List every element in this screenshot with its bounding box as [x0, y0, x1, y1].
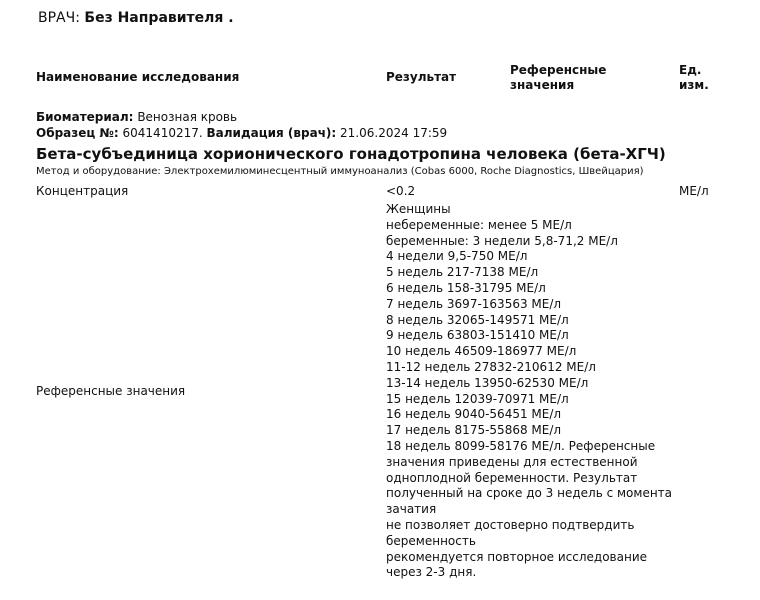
reference-line: Женщины — [386, 202, 451, 216]
reference-line: 15 недель 12039-70971 МЕ/л — [386, 391, 569, 406]
reference-line: 5 недель 217-7138 МЕ/л — [386, 265, 539, 280]
reference-line: 7 недель 3697-163563 МЕ/л — [386, 296, 562, 311]
reference-line: 18 недель 8099-58176 МЕ/л. Референсные — [386, 438, 656, 453]
column-header-name: Наименование исследования — [36, 70, 240, 84]
test-method: Метод и оборудование: Электрохемилюминесцентный иммуноанализ (Cobas 6000, Roche Diagnostics, Швейцария) — [36, 166, 644, 177]
doctor-line — [38, 10, 234, 26]
doctor-name: Без Направителя . — [84, 10, 234, 26]
validation-value: 21.06.2024 17:59 — [340, 126, 448, 140]
doctor-label: ВРАЧ: — [38, 10, 80, 26]
concentration-value: <0.2 — [386, 184, 416, 198]
reference-line: рекомендуется повторное исследование — [386, 549, 648, 564]
reference-line: беременность — [386, 533, 476, 548]
reference-line: 10 недель 46509-186977 МЕ/л — [386, 344, 577, 359]
reference-line: одноплодной беременности. Результат — [386, 470, 638, 485]
column-header-reference-line1: Референсные — [510, 63, 607, 77]
column-header-unit — [679, 63, 709, 93]
biomaterial-value: Венозная кровь — [137, 110, 238, 124]
reference-line: полученный на сроке до 3 недель с момента — [386, 486, 673, 501]
column-header-reference-line2: значения — [510, 78, 575, 92]
biomaterial-line — [36, 110, 237, 124]
sample-number-value: 6041410217. — [122, 126, 203, 140]
concentration-label: Концентрация — [36, 184, 129, 198]
reference-line: небеременные: менее 5 МЕ/л — [386, 217, 572, 232]
biomaterial-label: Биоматериал: — [36, 110, 134, 124]
reference-line: 11-12 недель 27832-210612 МЕ/л — [386, 359, 596, 374]
reference-line: зачатия — [386, 502, 437, 517]
test-title: Бета-субъединица хорионического гонадотропина человека (бета-ХГЧ) — [36, 145, 666, 163]
reference-line: 4 недели 9,5-750 МЕ/л — [386, 249, 528, 264]
column-header-unit-line2: изм. — [679, 78, 709, 92]
reference-line: значения приведены для естественной — [386, 454, 638, 469]
reference-line: 16 недель 9040-56451 МЕ/л — [386, 407, 562, 422]
column-header-result: Результат — [386, 70, 457, 84]
reference-values — [386, 202, 672, 581]
reference-label: Референсные значения — [36, 384, 186, 398]
sample-number-label: Образец №: — [36, 126, 119, 140]
sample-line — [36, 126, 447, 140]
reference-line: беременные: 3 недели 5,8-71,2 МЕ/л — [386, 233, 618, 248]
reference-line: 9 недель 63803-151410 МЕ/л — [386, 328, 569, 343]
reference-line: 13-14 недель 13950-62530 МЕ/л — [386, 375, 589, 390]
reference-line: 8 недель 32065-149571 МЕ/л — [386, 312, 569, 327]
concentration-unit: МЕ/л — [679, 184, 709, 198]
column-header-reference — [510, 63, 606, 93]
validation-label: Валидация (врач): — [206, 126, 337, 140]
reference-line: 6 недель 158-31795 МЕ/л — [386, 280, 546, 295]
reference-line: 17 недель 8175-55868 МЕ/л — [386, 423, 562, 438]
reference-line: через 2-3 дня. — [386, 565, 477, 580]
column-header-unit-line1: Ед. — [679, 63, 702, 77]
reference-line: не позволяет достоверно подтвердить — [386, 517, 635, 532]
